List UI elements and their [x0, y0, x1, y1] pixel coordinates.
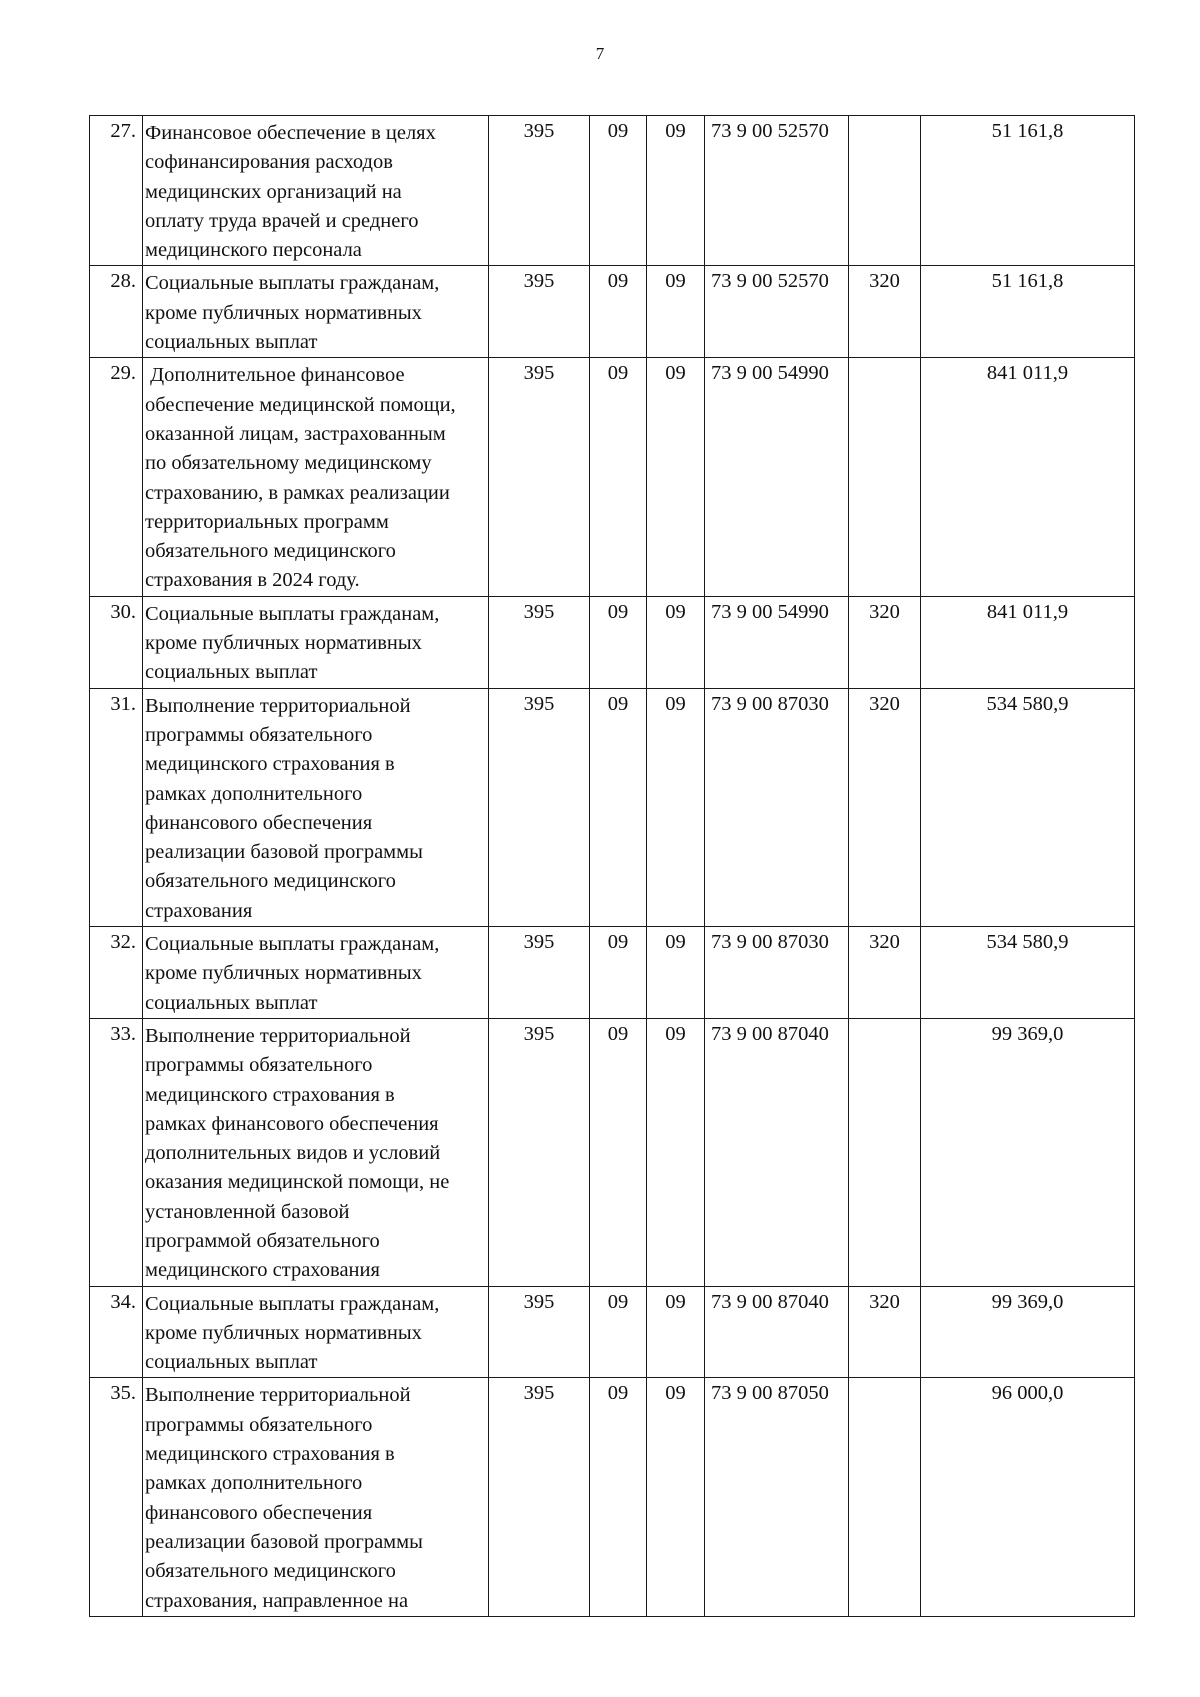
row-name-line: оказанной лицам, застрахованным	[145, 422, 446, 445]
row-name-line: социальных выплат	[145, 991, 318, 1014]
subsection-code: 09	[647, 266, 705, 358]
amount: 841 011,9	[921, 358, 1135, 596]
amount: 51 161,8	[921, 266, 1135, 358]
row-number: 31.	[90, 688, 143, 926]
row-name-line: медицинского страхования в	[145, 1443, 395, 1466]
expense-type-code	[849, 1018, 921, 1286]
row-name-line: финансового обеспечения	[145, 1501, 373, 1524]
row-name-line: реализации базовой программы	[145, 1530, 423, 1553]
row-name-line: медицинских организаций на	[145, 180, 402, 203]
row-name-line: обязательного медицинского	[145, 870, 396, 893]
row-name-line: Социальные выплаты гражданам,	[145, 602, 440, 625]
row-name-line: рамках финансового обеспечения	[145, 1112, 439, 1135]
expense-type-code: 320	[849, 266, 921, 358]
row-name-line: территориальных программ	[145, 510, 389, 533]
row-name-line: медицинского персонала	[145, 239, 362, 262]
row-name	[143, 1378, 489, 1616]
row-name-line: программы обязательного	[145, 1413, 373, 1436]
amount: 841 011,9	[921, 596, 1135, 688]
table-row	[90, 1378, 1135, 1616]
row-name-line: программы обязательного	[145, 1054, 373, 1077]
row-name	[143, 1018, 489, 1286]
section-code: 09	[590, 358, 647, 596]
section-code: 09	[590, 596, 647, 688]
row-name-line: установленной базовой	[145, 1200, 350, 1223]
amount: 534 580,9	[921, 927, 1135, 1019]
row-name-line: социальных выплат	[145, 1351, 318, 1374]
budget-table	[89, 115, 1135, 1617]
row-name-line: рамках дополнительного	[145, 1472, 363, 1495]
row-name-line: медицинского страхования в	[145, 1083, 395, 1106]
row-number: 29.	[90, 358, 143, 596]
row-name-line: Финансовое обеспечение в целях	[145, 122, 436, 144]
section-code: 09	[590, 1378, 647, 1616]
row-name-line: финансового обеспечения	[145, 811, 373, 834]
admin-code: 395	[489, 1018, 590, 1286]
table-row	[90, 358, 1135, 596]
subsection-code: 09	[647, 1018, 705, 1286]
subsection-code: 09	[647, 927, 705, 1019]
page-number: 7	[595, 44, 605, 63]
subsection-code: 09	[647, 688, 705, 926]
subsection-code: 09	[647, 1378, 705, 1616]
amount: 99 369,0	[921, 1286, 1135, 1378]
row-name-line: софинансирования расходов	[145, 151, 393, 174]
row-name-line: Социальные выплаты гражданам,	[145, 933, 440, 956]
table-row	[90, 596, 1135, 688]
target-article-code: 73 9 00 87030	[705, 927, 849, 1019]
target-article-code: 73 9 00 54990	[705, 596, 849, 688]
table-row	[90, 1018, 1135, 1286]
row-name-line: кроме публичных нормативных	[145, 1321, 422, 1344]
section-code: 09	[590, 116, 647, 266]
row-name-line: оплату труда врачей и среднего	[145, 209, 419, 232]
row-name	[143, 927, 489, 1019]
row-number: 32.	[90, 927, 143, 1019]
row-name-line: социальных выплат	[145, 661, 318, 684]
row-name-line: кроме публичных нормативных	[145, 962, 422, 985]
row-name-line: страхования в 2024 году.	[145, 569, 360, 592]
section-code: 09	[590, 266, 647, 358]
target-article-code: 73 9 00 87040	[705, 1286, 849, 1378]
admin-code: 395	[489, 688, 590, 926]
row-name-line: реализации базовой программы	[145, 841, 423, 864]
section-code: 09	[590, 688, 647, 926]
row-name-line: Дополнительное финансовое	[145, 364, 405, 387]
row-name	[143, 1286, 489, 1378]
row-name-line: Социальные выплаты гражданам,	[145, 1292, 440, 1315]
admin-code: 395	[489, 1286, 590, 1378]
expense-type-code	[849, 116, 921, 266]
row-number: 34.	[90, 1286, 143, 1378]
amount: 534 580,9	[921, 688, 1135, 926]
target-article-code: 73 9 00 87050	[705, 1378, 849, 1616]
section-code: 09	[590, 1286, 647, 1378]
row-name-line: социальных выплат	[145, 331, 318, 354]
row-name	[143, 358, 489, 596]
table-row	[90, 1286, 1135, 1378]
admin-code: 395	[489, 116, 590, 266]
row-name-line: кроме публичных нормативных	[145, 301, 422, 324]
table-row	[90, 688, 1135, 926]
subsection-code: 09	[647, 358, 705, 596]
admin-code: 395	[489, 1378, 590, 1616]
expense-type-code	[849, 1378, 921, 1616]
expense-type-code: 320	[849, 927, 921, 1019]
row-name-line: программой обязательного	[145, 1229, 380, 1252]
row-name-line: обеспечение медицинской помощи,	[145, 393, 456, 416]
row-name-line: рамках дополнительного	[145, 782, 363, 805]
row-name-line: по обязательному медицинскому	[145, 452, 432, 475]
target-article-code: 73 9 00 52570	[705, 116, 849, 266]
row-name-line: Выполнение территориальной	[145, 1384, 411, 1407]
row-number: 30.	[90, 596, 143, 688]
row-name-line: медицинского страхования	[145, 1259, 380, 1282]
amount: 99 369,0	[921, 1018, 1135, 1286]
amount: 51 161,8	[921, 116, 1135, 266]
table-row	[90, 927, 1135, 1019]
row-name-line: страхованию, в рамках реализации	[145, 481, 450, 504]
row-name-line: Выполнение территориальной	[145, 694, 411, 717]
expense-type-code: 320	[849, 596, 921, 688]
expense-type-code: 320	[849, 688, 921, 926]
row-name-line: кроме публичных нормативных	[145, 632, 422, 655]
table-row	[90, 266, 1135, 358]
target-article-code: 73 9 00 87030	[705, 688, 849, 926]
row-name-line: страхования	[145, 899, 253, 922]
target-article-code: 73 9 00 52570	[705, 266, 849, 358]
row-name	[143, 688, 489, 926]
row-number: 35.	[90, 1378, 143, 1616]
row-number: 27.	[90, 116, 143, 266]
admin-code: 395	[489, 358, 590, 596]
subsection-code: 09	[647, 116, 705, 266]
row-name	[143, 116, 489, 266]
row-name	[143, 266, 489, 358]
target-article-code: 73 9 00 87040	[705, 1018, 849, 1286]
expense-type-code	[849, 358, 921, 596]
row-name-line: программы обязательного	[145, 723, 373, 746]
subsection-code: 09	[647, 1286, 705, 1378]
section-code: 09	[590, 1018, 647, 1286]
admin-code: 395	[489, 266, 590, 358]
table-row	[90, 116, 1135, 266]
row-number: 28.	[90, 266, 143, 358]
admin-code: 395	[489, 596, 590, 688]
row-name-line: Социальные выплаты гражданам,	[145, 272, 440, 295]
admin-code: 395	[489, 927, 590, 1019]
amount: 96 000,0	[921, 1378, 1135, 1616]
row-name	[143, 596, 489, 688]
table-body	[90, 116, 1135, 1617]
section-code: 09	[590, 927, 647, 1019]
row-name-line: медицинского страхования в	[145, 753, 395, 776]
row-number: 33.	[90, 1018, 143, 1286]
target-article-code: 73 9 00 54990	[705, 358, 849, 596]
expense-type-code: 320	[849, 1286, 921, 1378]
row-name-line: оказания медицинской помощи, не	[145, 1171, 450, 1194]
row-name-line: Выполнение территориальной	[145, 1024, 411, 1047]
row-name-line: обязательного медицинского	[145, 540, 396, 563]
row-name-line: страхования, направленное на	[145, 1589, 409, 1612]
subsection-code: 09	[647, 596, 705, 688]
row-name-line: обязательного медицинского	[145, 1560, 396, 1583]
row-name-line: дополнительных видов и условий	[145, 1142, 441, 1165]
